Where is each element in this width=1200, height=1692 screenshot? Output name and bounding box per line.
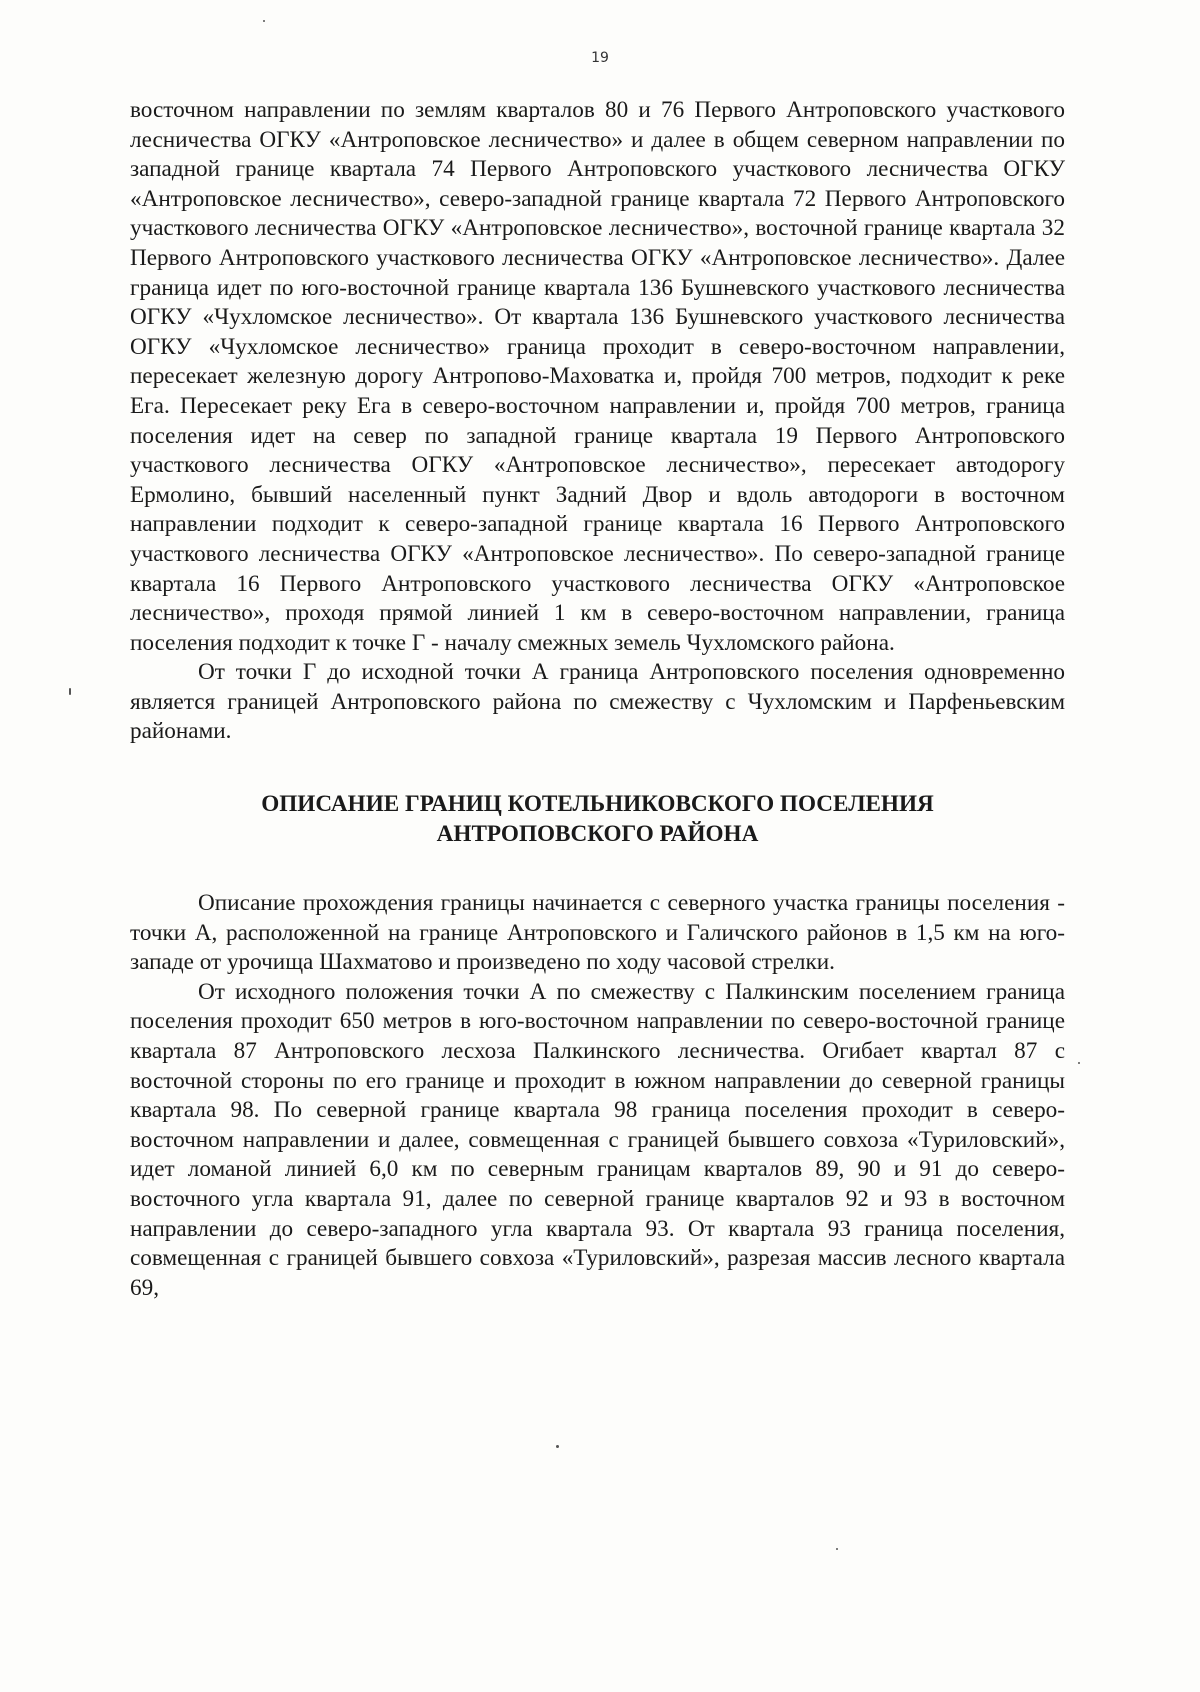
scan-speck (556, 1445, 559, 1448)
closing-paragraph: От точки Г до исходной точки А граница Антроповского поселения одновременно является границей Антроповского района по смежеству с Чухломским и Парфеньевским районами. (130, 659, 1065, 745)
scan-speck (836, 1548, 838, 1550)
section-heading-line-1: ОПИСАНИЕ ГРАНИЦ КОТЕЛЬНИКОВСКОГО ПОСЕЛЕНИЯ (261, 791, 934, 818)
section-heading (130, 789, 1065, 849)
section-paragraph-1: Описание прохождения границы начинается с северного участка границы поселения - точки А, расположенной на границе Антроповского и Галичского районов в 1,5 км на юго-западе от урочища Шахматово и произведено по ходу часовой стрелки. (130, 890, 1065, 976)
section-paragraph-2: От исходного положения точки А по смежеству с Палкинским поселением граница поселения проходит 650 метров в юго-восточном направлении по северо-восточной границе квартала 87 Антроповского лесхоза Палкинского лесничества. Огибает квартал 87 с восточной стороны по его границе и проходит в южном направлении до северной границы квартала 98. По северной границе квартала 98 граница поселения проходит в северо-восточном направлении и далее, совмещенная с границей бывшего совхоза «Туриловский», идет ломаной линией 6,0 км по северным границам кварталов 89, 90 и 91 до северо-восточного угла квартала 91, далее по северной границе кварталов 92 и 93 в восточном направлении до северо-западного угла квартала 93. От квартала 93 граница поселения, совмещенная с границей бывшего совхоза «Туриловский», разрезая массив лесного квартала 69, (130, 978, 1065, 1301)
continuation-paragraph: восточном направлении по землям кварталов 80 и 76 Первого Антроповского участкового лесничества ОГКУ «Антроповское лесничество» и далее в общем северном направлении по западной границе квартала 74 Первого Антроповского участкового лесничества ОГКУ «Антроповское лесничество», северо-западной границе квартала 72 Первого Антроповского участкового лесничества ОГКУ «Антроповское лесничество», восточной границе квартала 32 Первого Антроповского участкового лесничества ОГКУ «Антроповское лесничество». Далее граница идет по юго-восточной границе квартала 136 Бушневского участкового лесничества ОГКУ «Чухломское лесничество». От квартала 136 Бушневского участкового лесничества ОГКУ «Чухломское лесничество» граница проходит в северо-восточном направлении, пересекает железную дорогу Антропово-Маховатка и, пройдя 700 метров, подходит к реке Ега. Пересекает реку Ега в северо-восточном направлении и, пройдя 700 метров, граница поселения идет на север по западной границе квартала 19 Первого Антроповского участкового лесничества ОГКУ «Антроповское лесничество», пересекает автодорогу Ермолино, бывший населенный пункт Задний Двор и вдоль автодороги в восточном направлении подходит к северо-западной границе квартала 16 Первого Антроповского участкового лесничества ОГКУ «Антроповское лесничество». По северо-западной границе квартала 16 Первого Антроповского участкового лесничества ОГКУ «Антроповское лесничество», проходя прямой линией 1 км в северо-восточном направлении, граница поселения подходит к точке Г - началу смежных земель Чухломского района. (130, 97, 1065, 656)
scan-speck (263, 20, 265, 22)
scan-speck (1078, 1062, 1080, 1064)
document-body (130, 96, 1065, 1303)
scan-speck (69, 688, 71, 695)
section-heading-line-2: АНТРОПОВСКОГО РАЙОНА (436, 821, 759, 848)
page-number: 19 (591, 50, 609, 66)
